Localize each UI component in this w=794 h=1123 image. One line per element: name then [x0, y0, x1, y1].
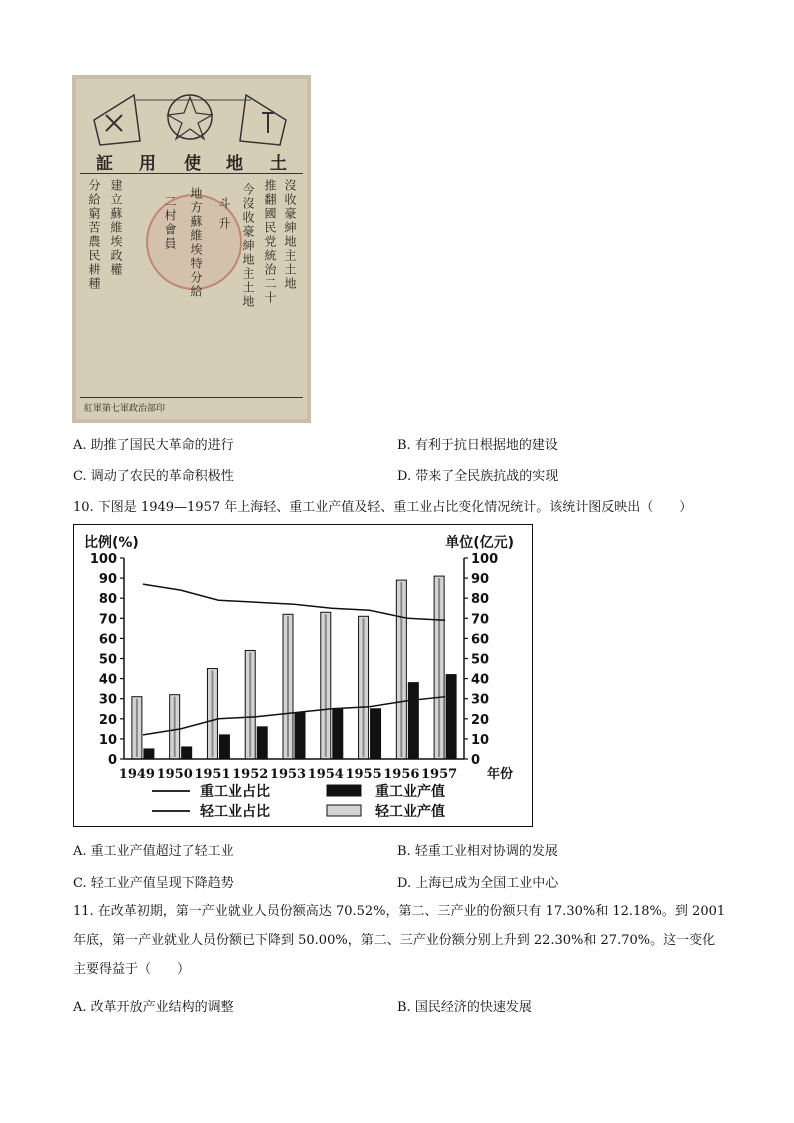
option-label: B.	[397, 1000, 411, 1015]
q9-option-a[interactable]	[73, 434, 234, 453]
q10-option-c[interactable]	[73, 872, 234, 891]
q9-option-d[interactable]	[397, 465, 558, 484]
x-tick-label-1955: 1955	[345, 767, 382, 782]
option-label: B.	[397, 844, 411, 859]
option-text: 国民经济的快速发展	[414, 1000, 532, 1015]
x-tick-label-1949: 1949	[118, 767, 155, 782]
cert-title-char-5: 証	[96, 154, 113, 174]
cert-col-5: 地方蘇維埃特分給	[189, 187, 203, 299]
left-tick-label: 40	[98, 672, 117, 688]
right-tick-label: 60	[471, 632, 490, 648]
cert-title-char-1: 土	[270, 154, 287, 174]
x-tick-label-1953: 1953	[269, 767, 307, 782]
x-tick-label-1956: 1956	[383, 767, 420, 782]
cert-col-8: 分給窮苦農民耕種	[87, 179, 101, 291]
cert-col-4: 斗 升	[217, 197, 231, 231]
left-tick-label: 30	[98, 692, 117, 708]
right-tick-label: 100	[471, 552, 499, 567]
cert-bottom-line: 紅軍第七軍政治部印	[84, 404, 166, 414]
right-tick-label: 50	[471, 652, 490, 668]
q9-option-c[interactable]	[73, 465, 234, 484]
cert-col-7: 建立蘇維埃政權	[109, 179, 123, 277]
option-label: A.	[73, 844, 87, 859]
left-tick-label: 0	[107, 753, 117, 768]
heavy-industry-bar-1949	[144, 749, 154, 759]
industry-chart	[73, 524, 533, 827]
heavy-industry-bar-1957	[446, 675, 456, 759]
option-label: A.	[73, 1000, 87, 1015]
option-text: 轻重工业相对协调的发展	[414, 844, 558, 859]
option-text: 改革开放产业结构的调整	[90, 1000, 234, 1015]
right-tick-label: 90	[471, 572, 490, 588]
cert-title-char-2: 地	[226, 154, 243, 174]
cert-col-2: 推翻國民党統治二十	[263, 179, 277, 305]
right-tick-label: 30	[471, 692, 490, 708]
left-tick-label: 10	[98, 732, 117, 748]
q11-stem-line-1: 11. 在改革初期，第一产业就业人员份额高达 70.52%，第二、三产业的份额只有 17.30%和 12.18%。到 2001	[73, 904, 726, 919]
q11-stem	[73, 897, 733, 984]
option-text: 调动了农民的革命积极性	[90, 469, 234, 484]
chart-svg	[74, 525, 534, 828]
left-tick-label: 90	[98, 572, 117, 588]
left-tick-label: 50	[98, 652, 117, 668]
cert-title-char-3: 使	[184, 154, 201, 174]
cert-title-char-4: 用	[139, 154, 156, 174]
q11-stem-line-3: 主要得益于（ ）	[73, 962, 191, 977]
right-tick-label: 20	[471, 712, 490, 728]
flags-emblem	[76, 85, 307, 155]
q10-option-d[interactable]	[397, 872, 558, 891]
x-tick-label-1951: 1951	[194, 767, 231, 782]
right-tick-label: 40	[471, 672, 490, 688]
q11-option-a[interactable]	[73, 996, 234, 1015]
legend-dark-bar-symbol	[327, 785, 361, 796]
option-text: 重工业产值超过了轻工业	[90, 844, 234, 859]
option-label: C.	[73, 469, 87, 484]
x-tick-label-1957: 1957	[421, 767, 458, 782]
heavy-industry-bar-1952	[257, 727, 267, 759]
option-text: 助推了国民大革命的进行	[90, 438, 234, 453]
q10-stem: 10. 下图是 1949—1957 年上海轻、重工业产值及轻、重工业占比变化情况统计。该统计图反映出（ ）	[73, 500, 693, 515]
heavy-industry-bar-1956	[408, 683, 418, 759]
q10-option-b[interactable]	[397, 840, 558, 859]
q9-option-b[interactable]	[397, 434, 558, 453]
option-label: D.	[397, 469, 412, 484]
legend-label: 重工业占比	[200, 784, 270, 800]
legend-label: 轻工业占比	[200, 804, 270, 820]
right-tick-label: 0	[471, 753, 481, 768]
legend-light-bar-symbol	[327, 805, 361, 816]
heavy-industry-bar-1955	[371, 709, 381, 759]
legend-label: 轻工业产值	[375, 804, 445, 820]
heavy-industry-bar-1954	[333, 709, 343, 759]
legend-label: 重工业产值	[375, 784, 445, 800]
option-label: A.	[73, 438, 87, 453]
left-axis-label: 比例(%)	[84, 535, 139, 551]
left-tick-label: 20	[98, 712, 117, 728]
option-label: B.	[397, 438, 411, 453]
left-tick-label: 60	[98, 632, 117, 648]
cert-bottom-rule	[80, 397, 303, 398]
cert-col-6: 二村會員	[163, 195, 177, 251]
right-tick-label: 70	[471, 612, 490, 628]
land-certificate-photo	[72, 75, 311, 423]
option-text: 上海已成为全国工业中心	[415, 876, 559, 891]
right-tick-label: 80	[471, 592, 490, 608]
cert-title-rule	[80, 173, 303, 174]
certificate-paper	[76, 79, 307, 419]
cert-col-1: 沒收豪紳地主土地	[283, 179, 297, 291]
right-axis-label: 单位(亿元)	[445, 535, 514, 551]
heavy-industry-bar-1951	[219, 735, 229, 759]
q11-stem-line-2: 年底，第一产业就业人员份额已下降到 50.00%，第二、三产业份额分别上升到 22.30%和 27.70%。这一变化	[73, 933, 716, 948]
option-label: D.	[397, 876, 412, 891]
x-tick-label-1954: 1954	[307, 767, 344, 782]
right-tick-label: 10	[471, 732, 490, 748]
option-label: C.	[73, 876, 87, 891]
left-tick-label: 100	[89, 552, 117, 567]
cert-col-3: 今沒收豪紳地主土地	[241, 183, 255, 309]
option-text: 有利于抗日根据地的建设	[414, 438, 558, 453]
heavy-industry-bar-1953	[295, 713, 305, 759]
q11-option-b[interactable]	[397, 996, 532, 1015]
left-tick-label: 80	[98, 592, 117, 608]
option-text: 轻工业产值呈现下降趋势	[90, 876, 234, 891]
x-unit-label: 年份	[487, 767, 514, 782]
option-text: 带来了全民族抗战的实现	[415, 469, 559, 484]
left-tick-label: 70	[98, 612, 117, 628]
heavy-industry-bar-1950	[182, 747, 192, 759]
x-tick-label-1952: 1952	[232, 767, 269, 782]
q10-option-a[interactable]	[73, 840, 234, 859]
x-tick-label-1950: 1950	[156, 767, 193, 782]
